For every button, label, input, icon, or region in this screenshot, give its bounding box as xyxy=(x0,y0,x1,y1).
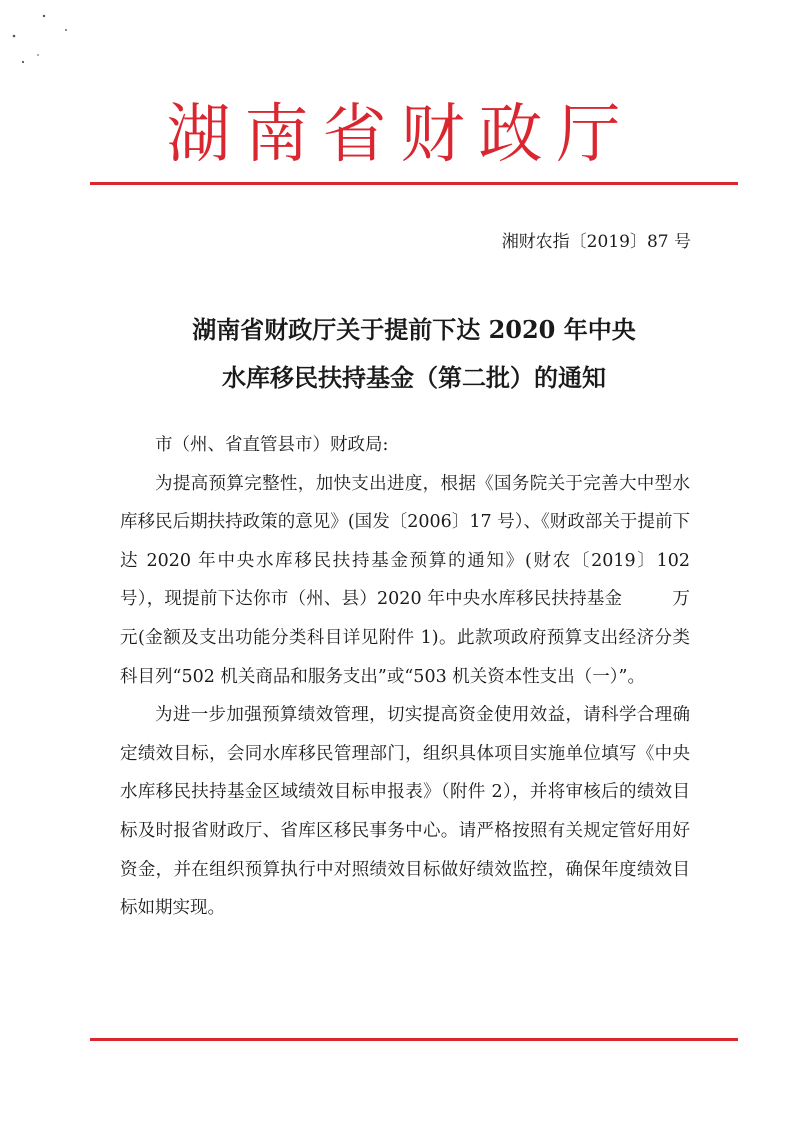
title-line-1: 湖南省财政厅关于提前下达 2020 年中央 xyxy=(192,315,636,344)
masthead-title: 湖南省财政厅 xyxy=(166,98,635,172)
paragraph-1 xyxy=(120,465,690,697)
paragraph-1-part-1: 为提高预算完整性，加快支出进度，根据《国务院关于完善大中型水库移民后期扶持政策的意见》(国发〔2006〕17 号）、《财政部关于提前下达 2020 年中央水库移民扶持基金预算的通知》(财农〔2019〕102 号），现提前下达你市（州、县）2020 年中央水库移民扶持基金 xyxy=(120,473,690,610)
paragraph-2: 为进一步加强预算绩效管理，切实提高资金使用效益，请科学合理确定绩效目标，会同水库移民管理部门，组织具体项目实施单位填写《中央水库移民扶持基金区域绩效目标申报表》（附件 2），并将审核后的绩效目标及时报省财政厅、省库区移民事务中心。请严格按照有关规定管好用好资金，并在组织预算执行中对照绩效目标做好绩效监控，确保年度绩效目标如期实现。 xyxy=(120,705,690,919)
document-title xyxy=(90,306,738,402)
salutation: 市（州、省直管县市）财政局: xyxy=(155,435,389,455)
footer-rule xyxy=(90,1038,738,1041)
masthead-rule xyxy=(90,182,738,185)
paragraph-1-part-2: 万元(金额及支出功能分类科目详见附件 1)。此款项政府预算支出经济分类科目列“502 机关商品和服务支出”或“503 机关资本性支出（一）”。 xyxy=(120,589,691,687)
title-line-2: 水库移民扶持基金（第二批）的通知 xyxy=(222,363,606,392)
document-number: 湘财农指〔2019〕87 号 xyxy=(501,232,691,252)
document-body xyxy=(120,426,690,928)
scan-specks xyxy=(0,0,120,100)
